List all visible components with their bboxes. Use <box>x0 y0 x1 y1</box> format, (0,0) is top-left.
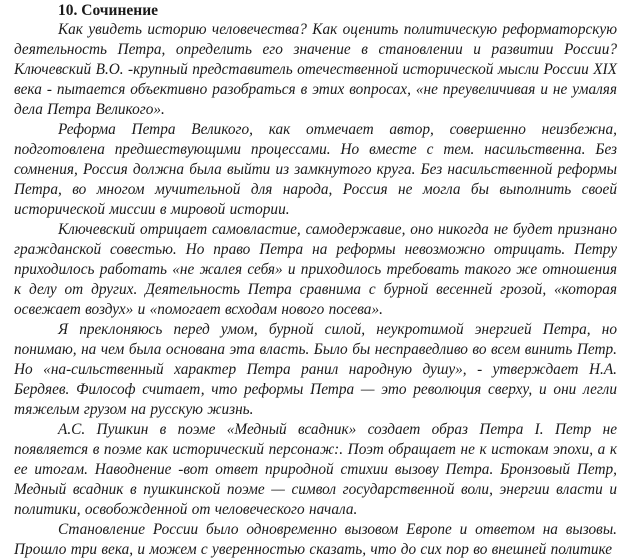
paragraph-pushkin: А.С. Пушкин в поэме «Медный всадник» создает образ Петра I. Петр не появляется в поэме как исторический персонаж:. Поэт обращает не к истокам эпохи, а к ее итогам. Наводнение -вот ответ природной стихии вызову Петра. Бронзовый Петр, Медный всадник в пушкинской поэме — символ государственной воли, энергии власти и политики, освобожденной от человеческого начала. <box>14 421 617 518</box>
paragraph-reform: Реформа Петра Великого, как отмечает автор, совершенно неизбежна, подготовлена предшествующими процессами. Но вместе с тем. насильственна. Без сомнения, Россия должна была выйти из замкнутого круга. Без насильственной реформы Петра, во многом мучительной для народа, Россия не могла бы выполнить своей исторической миссии в мировой истории. <box>14 121 617 218</box>
paragraph-intro: Как увидеть историю человечества? Как оценить политическую реформаторскую деятельность Петра, определить его значение в становлении и развитии России? Ключевский В.О. -крупный представитель отечественной исторической мысли России XIX века - пытается объективно разобраться в этих вопросах, «не преувеличивая и не умаляя дела Петра Великого». <box>14 21 617 118</box>
paragraph-klyuchevsky: Ключевский отрицает самовластие, самодержавие, оно никогда не будет признано гражданской совестью. Но право Петра на реформы невозможно отрицать. Петру приходилось работать «не жалея себя» и приходилось требовать такого же отношения к делу от других. Деятельность Петра сравнима с бурной весенней грозой, «которая освежает воздух» и «помогает всходам нового посева». <box>14 221 617 318</box>
paragraph-conclusion: Становление России было одновременно вызовом Европе и ответом на вызовы. Прошло три века, и можем с уверенностью сказать, что до сих пор во внешней политике <box>14 521 617 558</box>
essay-heading: 10. Сочинение <box>58 2 159 19</box>
paragraph-berdyaev: Я преклоняюсь перед умом, бурной силой, неукротимой энергией Петра, но понимаю, на чем была основана эта власть. Было бы несправедливо во всем винить Петр. Но «на-сильственный характер Петра ранил народную душу», - утверждает Н.А. Бердяев. Философ считает, что реформы Петра — это революция сверху, и они легли тяжелым грузом на русскую жизнь. <box>14 321 617 418</box>
